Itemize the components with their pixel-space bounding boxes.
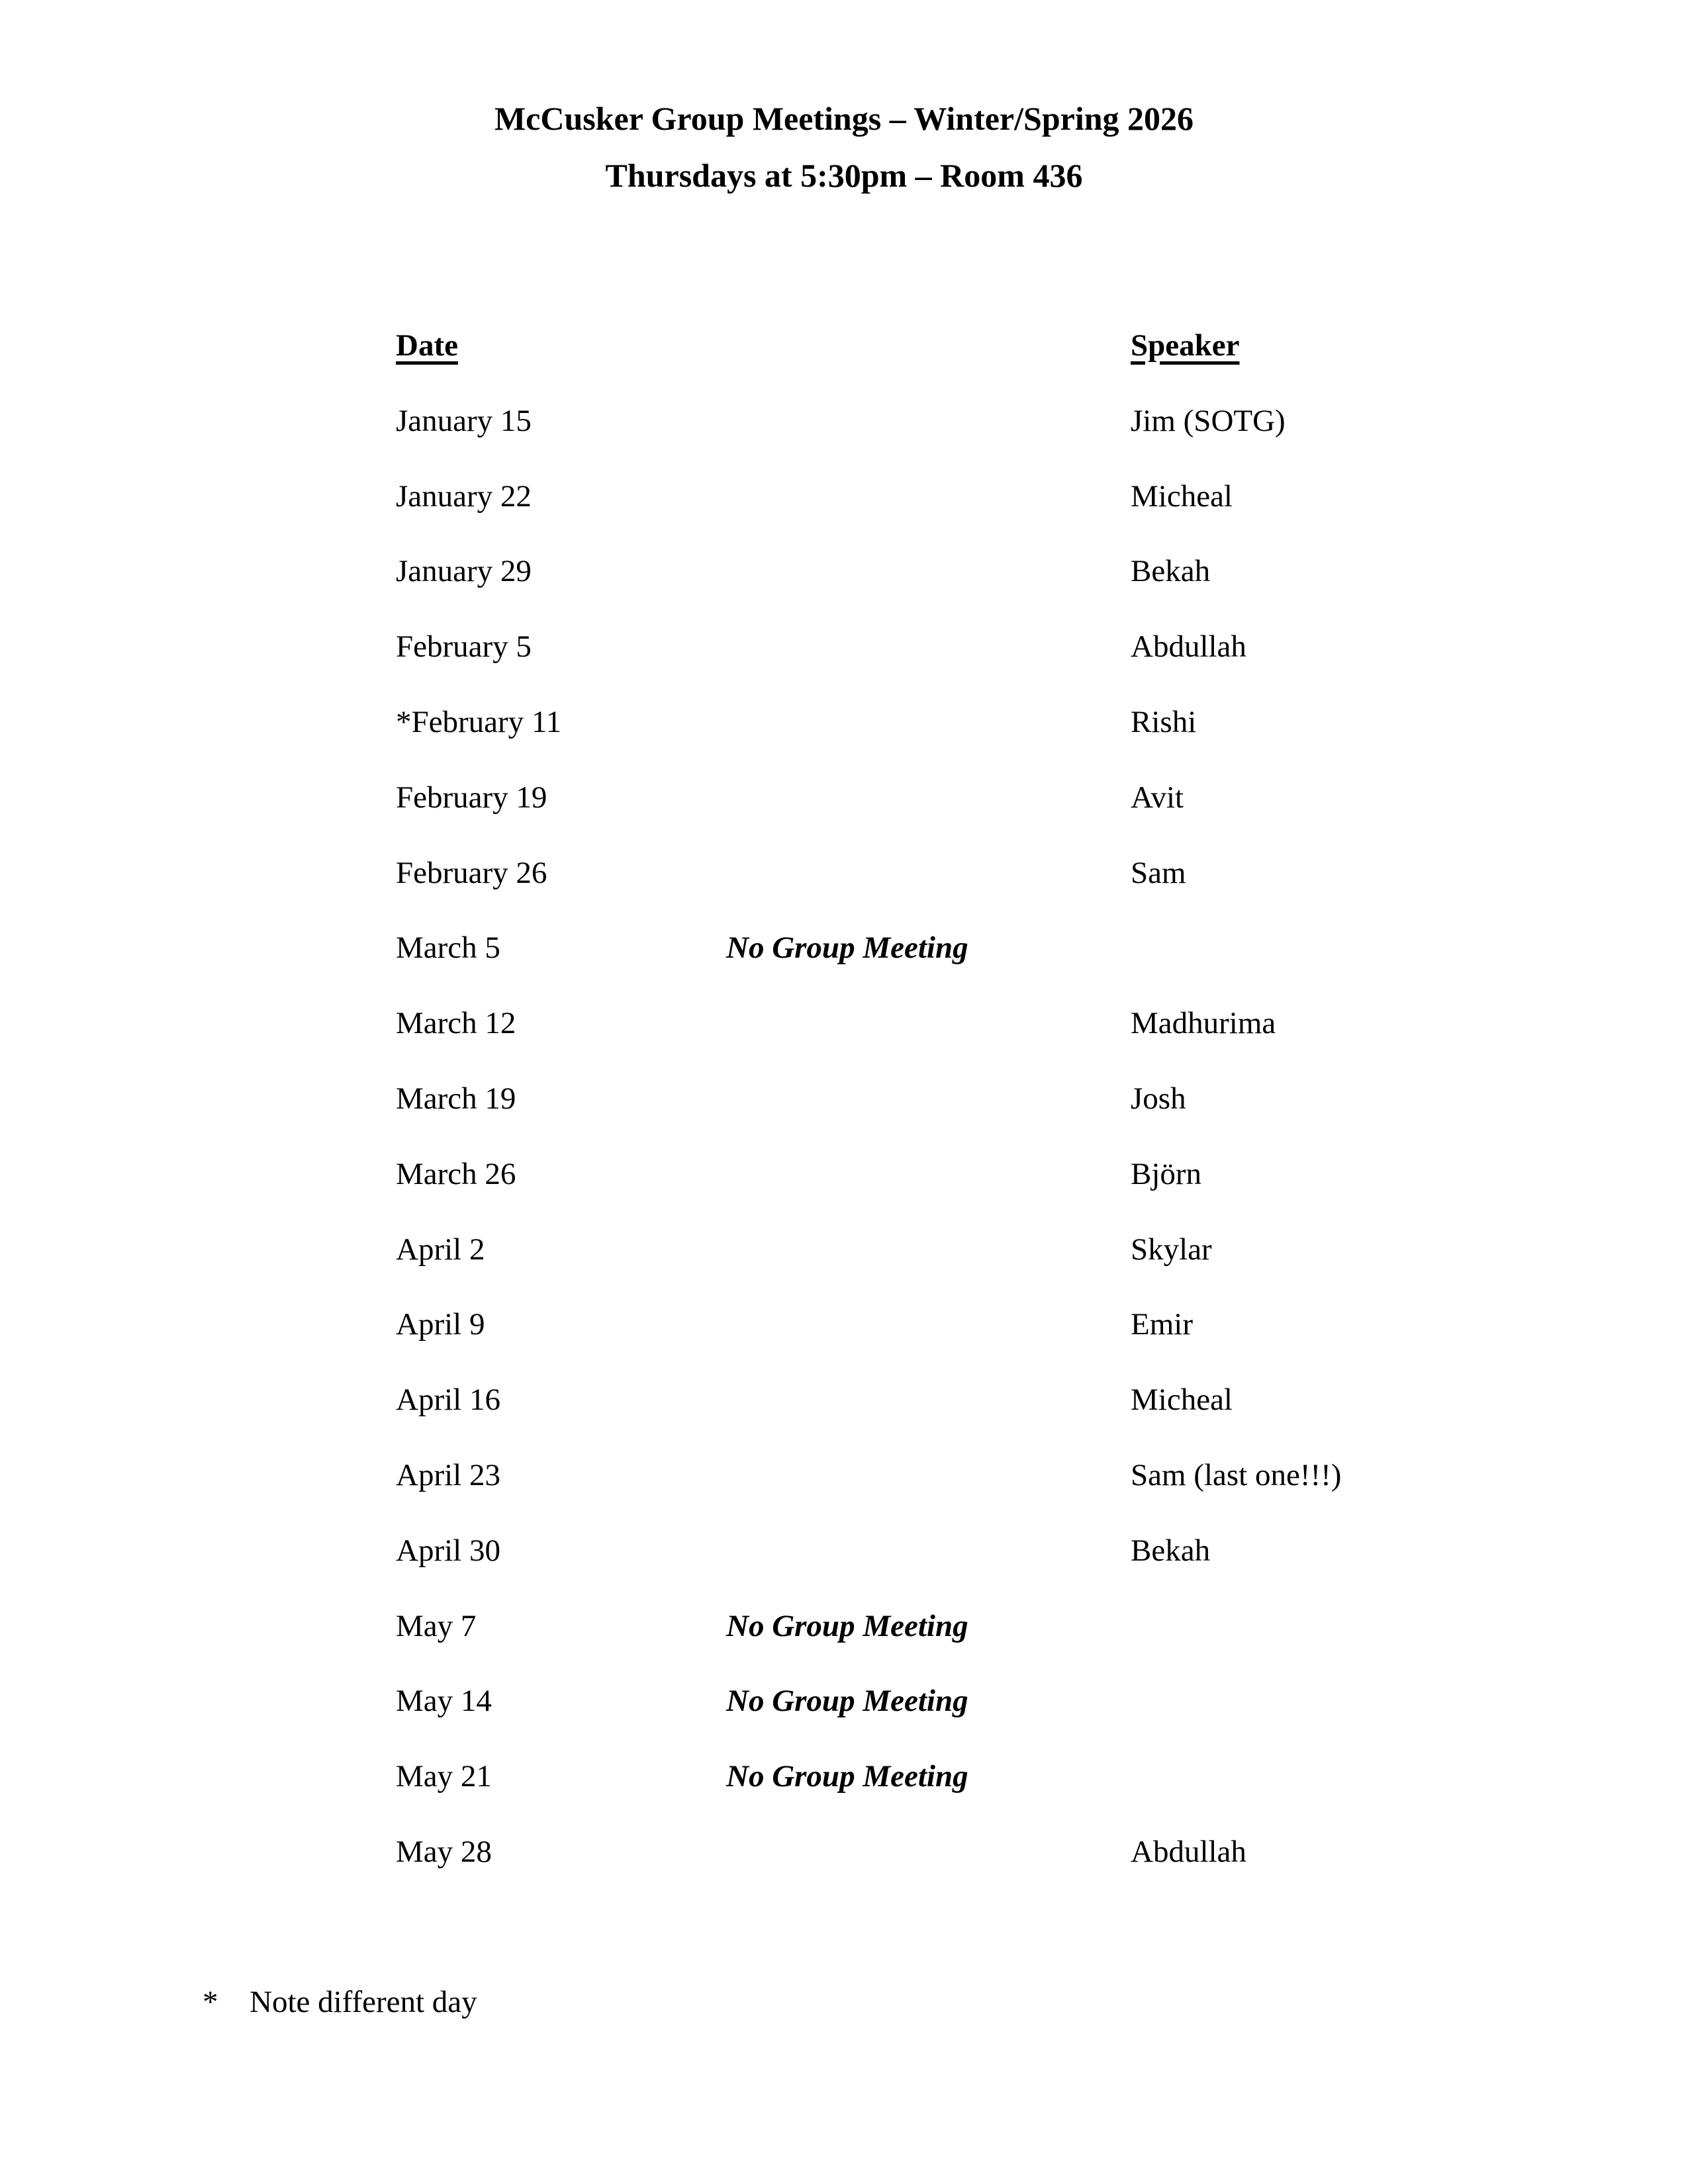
table-row — [0, 1758, 1688, 1834]
table-row — [0, 1683, 1688, 1758]
table-row — [0, 1533, 1688, 1608]
cell-speaker: Avit — [1131, 780, 1184, 815]
cell-date: April 9 — [396, 1307, 485, 1342]
footnote — [203, 1984, 732, 2024]
column-header-date: Date — [396, 328, 458, 363]
cell-speaker: Sam — [1131, 855, 1186, 890]
footnote-symbol: * — [203, 1985, 218, 2019]
cell-speaker: Sam (last one!!!) — [1131, 1457, 1342, 1492]
cell-date: March 5 — [396, 931, 500, 966]
cell-date: April 23 — [396, 1457, 500, 1492]
table-row — [0, 1382, 1688, 1457]
cell-note: No Group Meeting — [726, 1684, 968, 1719]
table-row — [0, 1608, 1688, 1684]
table-row — [0, 855, 1688, 931]
cell-note: No Group Meeting — [726, 1608, 968, 1643]
cell-date: March 26 — [396, 1156, 516, 1191]
cell-speaker: Rishi — [1131, 704, 1197, 739]
cell-speaker: Emir — [1131, 1307, 1193, 1342]
table-row — [0, 1834, 1688, 1909]
cell-date: April 16 — [396, 1383, 500, 1418]
footnote-text: Note different day — [250, 1985, 477, 2019]
cell-date: May 7 — [396, 1608, 477, 1643]
table-row — [0, 1232, 1688, 1307]
table-row — [0, 780, 1688, 855]
document-subtitle: Thursdays at 5:30pm – Room 436 — [605, 157, 1083, 194]
table-row — [0, 403, 1688, 478]
cell-date: January 22 — [396, 478, 532, 514]
cell-date: January 15 — [396, 403, 532, 438]
table-row — [0, 629, 1688, 704]
cell-speaker: Abdullah — [1131, 629, 1246, 664]
schedule-table — [0, 328, 1688, 1909]
column-header-speaker: Speaker — [1131, 328, 1240, 363]
cell-date: February 19 — [396, 780, 547, 815]
table-row — [0, 1306, 1688, 1382]
cell-speaker: Björn — [1131, 1156, 1202, 1191]
table-row — [0, 553, 1688, 629]
table-row — [0, 704, 1688, 780]
cell-date: *February 11 — [396, 704, 562, 739]
cell-date: March 12 — [396, 1006, 516, 1041]
table-row — [0, 1457, 1688, 1533]
table-row — [0, 1005, 1688, 1081]
cell-speaker: Bekah — [1131, 1533, 1211, 1568]
table-row — [0, 1081, 1688, 1156]
cell-date: April 30 — [396, 1533, 500, 1568]
cell-note: No Group Meeting — [726, 1759, 968, 1794]
table-header-row — [0, 328, 1688, 403]
cell-speaker: Skylar — [1131, 1232, 1212, 1267]
cell-speaker: Josh — [1131, 1081, 1186, 1116]
cell-date: May 14 — [396, 1684, 492, 1719]
table-row — [0, 478, 1688, 554]
cell-date: May 21 — [396, 1759, 492, 1794]
cell-note: No Group Meeting — [726, 931, 968, 966]
cell-speaker: Bekah — [1131, 554, 1211, 589]
document-title: McCusker Group Meetings – Winter/Spring 2026 — [494, 100, 1194, 137]
table-row — [0, 1156, 1688, 1232]
cell-date: January 29 — [396, 554, 532, 589]
cell-date: March 19 — [396, 1081, 516, 1116]
cell-date: February 26 — [396, 855, 547, 890]
cell-speaker: Abdullah — [1131, 1834, 1246, 1869]
cell-speaker: Micheal — [1131, 478, 1233, 514]
table-row — [0, 930, 1688, 1005]
cell-speaker: Jim (SOTG) — [1131, 403, 1286, 438]
cell-date: April 2 — [396, 1232, 485, 1267]
cell-speaker: Micheal — [1131, 1383, 1233, 1418]
cell-speaker: Madhurima — [1131, 1006, 1276, 1041]
cell-date: February 5 — [396, 629, 532, 664]
cell-date: May 28 — [396, 1834, 492, 1869]
